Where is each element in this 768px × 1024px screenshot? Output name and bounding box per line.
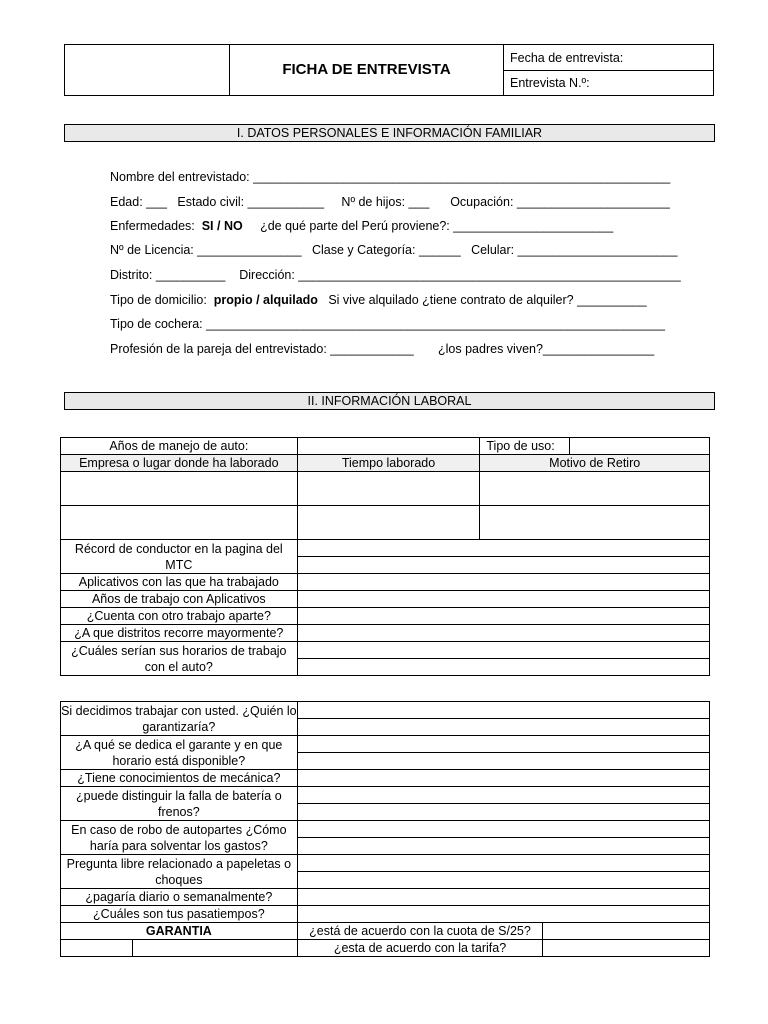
answer-cell[interactable]: [297, 574, 709, 591]
answer-cell[interactable]: [297, 719, 709, 736]
answer-cell[interactable]: [543, 923, 710, 940]
line-text: Nombre del entrevistado: ____________________________________________________________: [110, 170, 671, 184]
tiempo-cell[interactable]: [297, 506, 480, 540]
option-text[interactable]: SI / NO: [201, 219, 243, 233]
answer-cell[interactable]: [297, 855, 709, 872]
answer-cell[interactable]: [297, 821, 709, 838]
record-question: Récord de conductor en la pagina del MTC: [61, 540, 298, 574]
answer-cell[interactable]: [297, 770, 709, 787]
interview-number-field[interactable]: Entrevista N.º:: [504, 71, 714, 96]
driving-years-label: Años de manejo de auto:: [61, 438, 298, 455]
answer-cell[interactable]: [297, 540, 709, 557]
hobbies-question: ¿Cuáles son tus pasatiempos?: [61, 906, 298, 923]
form-line[interactable]: [110, 316, 665, 332]
line-text: Enfermedades:: [110, 219, 202, 233]
use-type-field[interactable]: [570, 438, 710, 455]
line-text: Tipo de cochera: __________________________________________________________________: [110, 317, 665, 331]
schedule-question: ¿Cuáles serían sus horarios de trabajo con el auto?: [61, 642, 298, 676]
answer-cell[interactable]: [297, 702, 709, 719]
guarantee-cell[interactable]: [132, 940, 297, 957]
line-text: Nº de Licencia: _______________ Clase y Categoría: ______ Celular: _______________________: [110, 243, 678, 257]
col-empresa: Empresa o lugar donde ha laborado: [61, 455, 298, 472]
tiempo-cell[interactable]: [297, 472, 480, 506]
guarantor-job-question: ¿A qué se dedica el garante y en que horario está disponible?: [61, 736, 298, 770]
answer-cell[interactable]: [297, 625, 709, 642]
guarantor-question: Si decidimos trabajar con usted. ¿Quién lo garantizaría?: [61, 703, 297, 734]
answer-cell[interactable]: [297, 787, 709, 804]
section-1-title: I. DATOS PERSONALES E INFORMACIÓN FAMILIAR: [64, 124, 715, 142]
mechanics-question: ¿Tiene conocimientos de mecánica?: [61, 770, 298, 787]
section-2-title: II. INFORMACIÓN LABORAL: [64, 392, 715, 410]
apps-years-question: Años de trabajo con Aplicativos: [61, 591, 298, 608]
motivo-cell[interactable]: [480, 506, 710, 540]
empresa-cell[interactable]: [61, 472, 298, 506]
answer-cell[interactable]: [297, 591, 709, 608]
guarantee-cell[interactable]: [61, 940, 133, 957]
guarantee-label: GARANTIA: [61, 923, 298, 940]
logo-cell: [65, 45, 230, 96]
col-tiempo: Tiempo laborado: [297, 455, 480, 472]
col-motivo: Motivo de Retiro: [480, 455, 710, 472]
form-line[interactable]: [110, 267, 681, 283]
other-job-question: ¿Cuenta con otro trabajo aparte?: [61, 608, 298, 625]
line-text: Profesión de la pareja del entrevistado: ____________ ¿los padres viven?________________: [110, 342, 655, 356]
answer-cell[interactable]: [297, 838, 709, 855]
answer-cell[interactable]: [297, 659, 709, 676]
payment-question: ¿pagaría diario o semanalmente?: [61, 889, 298, 906]
header-table: [64, 44, 714, 96]
answer-cell[interactable]: [297, 889, 709, 906]
empresa-cell[interactable]: [61, 506, 298, 540]
line-text: Tipo de domicilio:: [110, 293, 214, 307]
tickets-question: Pregunta libre relacionado a papeletas o choques: [61, 855, 298, 889]
answer-cell[interactable]: [297, 557, 709, 574]
answer-cell[interactable]: [297, 736, 709, 753]
answer-cell[interactable]: [297, 804, 709, 821]
battery-question: ¿puede distinguir la falla de batería o frenos?: [61, 787, 298, 821]
theft-question: En caso de robo de autopartes ¿Cómo haría para solventar los gastos?: [61, 821, 298, 855]
form-line[interactable]: [110, 218, 613, 234]
form-line[interactable]: [110, 169, 670, 185]
line-text: ¿de qué parte del Perú proviene?: _______________________: [242, 219, 614, 233]
extra-table: [60, 701, 710, 957]
labor-table: [60, 437, 710, 676]
answer-cell[interactable]: [297, 753, 709, 770]
use-type-label: Tipo de uso:: [480, 438, 570, 455]
line-text: Si vive alquilado ¿tiene contrato de alquiler? __________: [317, 293, 647, 307]
form-title: FICHA DE ENTREVISTA: [230, 45, 504, 96]
form-line[interactable]: [110, 341, 654, 357]
fee-question: ¿está de acuerdo con la cuota de S/25?: [297, 923, 543, 940]
apps-question: Aplicativos con las que ha trabajado: [61, 574, 298, 591]
answer-cell[interactable]: [297, 642, 709, 659]
option-text[interactable]: propio / alquilado: [213, 293, 318, 307]
districts-question: ¿A que distritos recorre mayormente?: [61, 625, 298, 642]
line-text: Distrito: __________ Dirección: _______________________________________________________: [110, 268, 681, 282]
line-text: Edad: ___ Estado civil: ___________ Nº de hijos: ___ Ocupación: ______________________: [110, 195, 670, 209]
motivo-cell[interactable]: [480, 472, 710, 506]
rate-question: ¿esta de acuerdo con la tarifa?: [297, 940, 543, 957]
driving-years-field[interactable]: [297, 438, 480, 455]
form-line[interactable]: [110, 194, 670, 210]
answer-cell[interactable]: [297, 906, 709, 923]
answer-cell[interactable]: [297, 872, 709, 889]
form-line[interactable]: [110, 242, 678, 258]
answer-cell[interactable]: [297, 608, 709, 625]
form-line[interactable]: [110, 292, 647, 308]
answer-cell[interactable]: [543, 940, 710, 957]
interview-date-field[interactable]: Fecha de entrevista:: [504, 45, 714, 71]
